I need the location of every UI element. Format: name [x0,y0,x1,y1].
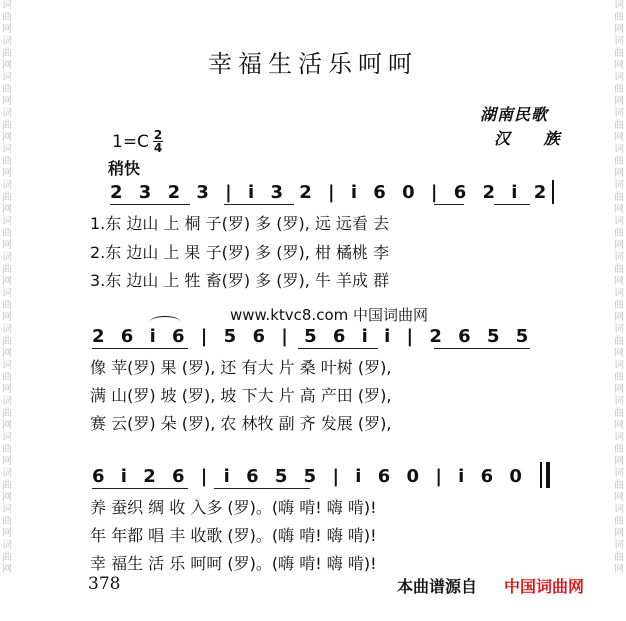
side-watermark-char: 网 [2,240,12,251]
side-watermark-char: 词 [2,468,12,479]
side-watermark-char: 曲 [614,264,624,275]
side-watermark-char: 曲 [2,444,12,455]
side-watermark-char: 曲 [614,48,624,59]
side-watermark-char: 曲 [2,12,12,23]
side-watermark-char: 网 [2,528,12,539]
lyric-line-1-2: 2.东 边山 上 果 子(罗) 多 (罗), 柑 橘桃 李 [90,243,390,262]
side-watermark-char: 词 [614,540,624,551]
side-watermark-char: 词 [2,108,12,119]
credit-site-link[interactable]: 中国词曲网 [504,577,585,596]
lyric-line-2-3: 赛 云(罗) 朵 (罗), 农 林牧 副 齐 发展 (罗), [90,414,392,433]
side-watermark-char: 词 [614,108,624,119]
credit-prefix: 本曲谱源自 [397,577,478,596]
side-watermark-char: 词 [2,72,12,83]
right-watermark-column [612,0,626,621]
side-watermark-char: 曲 [2,48,12,59]
lyric-line-3-2: 年 年都 唱 丰 收歌 (罗)。(嗨 啃! 嗨 啃)! [90,526,377,545]
side-watermark-char: 词 [2,504,12,515]
lyric-line-3-3: 幸 福生 活 乐 呵呵 (罗)。(嗨 啃! 嗨 啃)! [90,554,377,573]
side-watermark-char: 词 [2,288,12,299]
side-watermark-char: 网 [614,564,624,575]
side-watermark-char: 曲 [2,372,12,383]
side-watermark-char: 网 [614,168,624,179]
side-watermark-char: 词 [2,252,12,263]
side-watermark-char: 词 [614,0,624,11]
side-watermark-char: 词 [2,360,12,371]
side-watermark-char: 网 [614,348,624,359]
side-watermark-char: 词 [2,396,12,407]
side-watermark-char: 曲 [614,156,624,167]
lyric-line-2-2: 满 山(罗) 坡 (罗), 坡 下大 片 高 产田 (罗), [90,386,392,405]
side-watermark-char: 曲 [614,444,624,455]
side-watermark-char: 网 [614,96,624,107]
side-watermark-char: 词 [2,144,12,155]
side-watermark-char: 曲 [2,192,12,203]
center-watermark: www.ktvc8.com 中国词曲网 [230,306,429,324]
side-watermark-char: 词 [2,324,12,335]
side-watermark-char: 曲 [614,336,624,347]
side-watermark-char: 词 [614,396,624,407]
key-signature: 1=C [112,132,149,152]
side-watermark-char: 网 [2,348,12,359]
side-watermark-char: 网 [2,24,12,35]
side-watermark-char: 网 [614,384,624,395]
tempo-marking: 稍快 [108,159,141,178]
side-watermark-char: 网 [2,96,12,107]
side-watermark-char: 曲 [2,516,12,527]
side-watermark-char: 词 [2,0,12,11]
side-watermark-char: 曲 [2,480,12,491]
side-watermark-char: 网 [2,132,12,143]
lyric-line-1-1: 1.东 边山 上 桐 子(罗) 多 (罗), 远 远看 去 [90,214,390,233]
side-watermark-char: 词 [614,360,624,371]
source-ethnicity: 汉 族 [494,129,574,148]
side-watermark-char: 词 [614,468,624,479]
side-watermark-char: 网 [2,168,12,179]
meter-top: 2 [153,128,163,142]
side-watermark-char: 网 [614,60,624,71]
side-watermark-char: 词 [2,216,12,227]
side-watermark-char: 网 [2,492,12,503]
side-watermark-char: 词 [614,180,624,191]
notation-line-1: 2 3 2 3 | i 3 2 | i 6 0 | 6 2 i 2 [110,182,548,203]
side-watermark-char: 曲 [614,552,624,563]
side-watermark-char: 曲 [2,300,12,311]
lyric-line-3-1: 养 蚕织 绸 收 入多 (罗)。(嗨 啃! 嗨 啃)! [90,498,377,517]
side-watermark-char: 曲 [614,84,624,95]
side-watermark-char: 词 [614,504,624,515]
side-watermark-char: 词 [614,324,624,335]
side-watermark-char: 词 [614,72,624,83]
side-watermark-char: 曲 [614,12,624,23]
lyric-line-1-3: 3.东 边山 上 牲 畜(罗) 多 (罗), 牛 羊成 群 [90,271,390,290]
side-watermark-char: 网 [614,240,624,251]
side-watermark-char: 词 [614,432,624,443]
side-watermark-char: 曲 [614,192,624,203]
left-watermark-column [0,0,14,621]
side-watermark-char: 曲 [614,228,624,239]
side-watermark-char: 网 [614,204,624,215]
song-title: 幸福生活乐呵呵 [208,50,418,78]
side-watermark-char: 曲 [614,408,624,419]
source-region: 湖南民歌 [480,105,549,124]
notation-line-3: 6 i 2 6 | i 6 5 5 | i 6 0 | i 6 0 [92,466,523,487]
side-watermark-char: 曲 [614,516,624,527]
side-watermark-char: 网 [614,528,624,539]
side-watermark-char: 曲 [2,228,12,239]
side-watermark-char: 曲 [614,480,624,491]
side-watermark-char: 曲 [614,300,624,311]
side-watermark-char: 曲 [614,372,624,383]
side-watermark-char: 网 [614,312,624,323]
side-watermark-char: 词 [614,288,624,299]
side-watermark-char: 曲 [2,408,12,419]
page-number: 378 [88,574,121,594]
side-watermark-char: 网 [2,384,12,395]
side-watermark-char: 词 [2,180,12,191]
side-watermark-char: 词 [614,216,624,227]
lyric-line-2-1: 像 苹(罗) 果 (罗), 还 有大 片 桑 叶树 (罗), [90,358,392,377]
side-watermark-char: 词 [614,252,624,263]
side-watermark-char: 网 [2,60,12,71]
side-watermark-char: 网 [2,420,12,431]
side-watermark-char: 曲 [2,84,12,95]
side-watermark-char: 网 [614,456,624,467]
side-watermark-char: 网 [2,204,12,215]
side-watermark-char: 词 [2,432,12,443]
side-watermark-char: 曲 [614,120,624,131]
side-watermark-char: 曲 [2,156,12,167]
side-watermark-char: 网 [2,276,12,287]
side-watermark-char: 曲 [2,552,12,563]
side-watermark-char: 网 [614,24,624,35]
side-watermark-char: 网 [2,312,12,323]
side-watermark-char: 词 [2,36,12,47]
time-signature [153,129,163,154]
side-watermark-char: 词 [2,540,12,551]
side-watermark-char: 曲 [2,264,12,275]
side-watermark-char: 网 [614,420,624,431]
side-watermark-char: 词 [614,144,624,155]
side-watermark-char: 网 [2,564,12,575]
side-watermark-char: 网 [614,492,624,503]
meter-bottom: 4 [153,141,163,155]
side-watermark-char: 网 [2,456,12,467]
side-watermark-char: 网 [614,276,624,287]
side-watermark-char: 曲 [2,336,12,347]
side-watermark-char: 网 [614,132,624,143]
side-watermark-char: 曲 [2,120,12,131]
notation-line-2: 2 6 i 6 | 5 6 | 5 6 i i | 2 6 5 5 [92,326,530,347]
side-watermark-char: 词 [614,36,624,47]
